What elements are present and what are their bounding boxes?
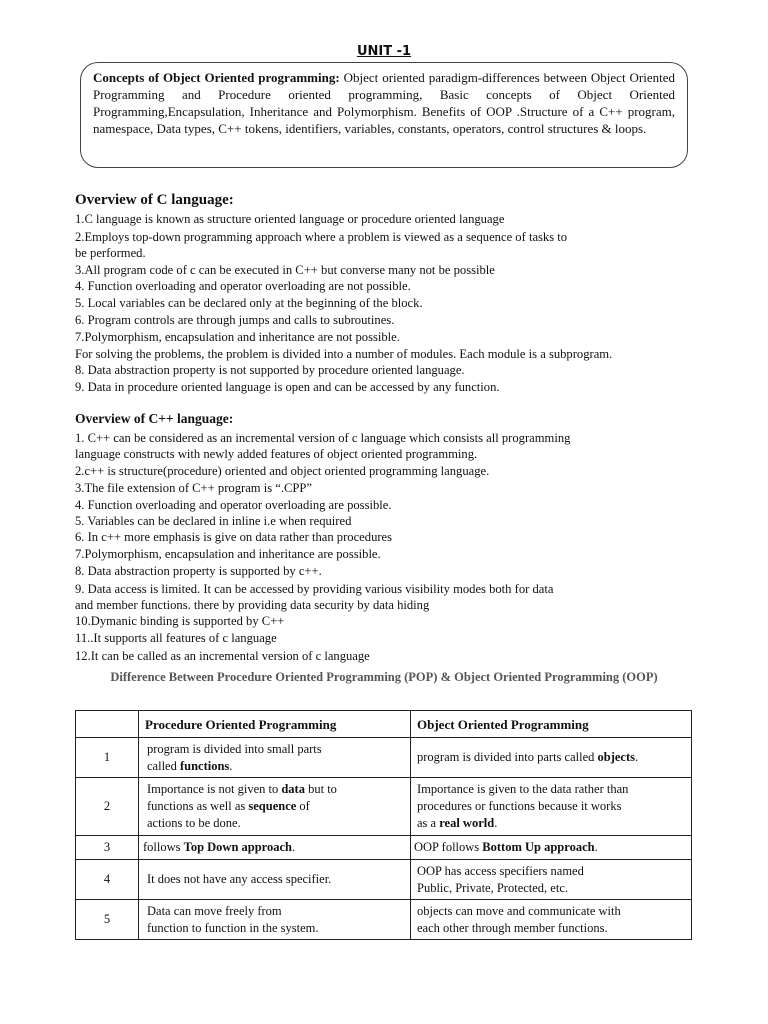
cell-emphasis: sequence [248, 799, 297, 813]
oop-cell [411, 778, 692, 836]
syllabus-box [80, 62, 688, 168]
cell-text: program is divided into parts called [417, 750, 598, 764]
cell-emphasis: real world [439, 816, 495, 830]
difference-title: Difference Between Procedure Oriented Programming (POP) & Object Oriented Programming (OOP) [110, 670, 658, 684]
cpp-line: 7.Polymorphism, encapsulation and inheritance are possible. [75, 547, 381, 561]
cpp-line: 10.Dymanic binding is supported by C++ [75, 614, 285, 628]
cpp-line: 5. Variables can be declared in inline i.e when required [75, 514, 352, 528]
oop-cell [411, 860, 692, 900]
cell-text: OOP follows [414, 840, 483, 854]
unit-title: UNIT -1 [356, 44, 412, 59]
row-number: 1 [76, 738, 139, 778]
syllabus-heading: Concepts of Object Oriented programming: [93, 70, 340, 85]
cpp-line: 8. Data abstraction property is supported by c++. [75, 564, 322, 578]
cell-text: procedures or functions because it works [417, 799, 622, 813]
cell-text: objects can move and communicate with [417, 903, 621, 918]
c-overview-title: Overview of C language: [75, 192, 234, 208]
c-line: be performed. [75, 246, 146, 260]
row-number: 2 [76, 778, 139, 836]
c-line: 6. Program controls are through jumps and calls to subroutines. [75, 313, 395, 327]
syllabus-body: Object oriented paradigm-differences between Object Oriented Programming and Procedure oriented programming, Basic concepts of Object Oriented Programming,Encapsulation, Inheritance and Polymorphism. Benefits of OOP .Structure of a C++ program, namespace, Data types, C++ tokens, identifiers, variables, constants, operators, control structures & loops. [93, 70, 675, 136]
table-row [76, 778, 692, 836]
cell-text: Data can move freely from [147, 903, 282, 918]
cpp-line: language constructs with newly added features of object oriented programming. [75, 447, 478, 461]
cell-emphasis: objects [597, 750, 636, 764]
header-oop: Object Oriented Programming [411, 711, 692, 738]
cell-text: program is divided into small parts [147, 741, 322, 756]
c-line: 2.Employs top-down programming approach where a problem is viewed as a sequence of tasks to [75, 230, 568, 244]
header-pop: Procedure Oriented Programming [139, 711, 411, 738]
cpp-line: 9. Data access is limited. It can be accessed by providing various visibility modes both for data [75, 582, 554, 596]
cpp-line: 12.It can be called as an incremental version of c language [75, 649, 370, 663]
table-row [76, 738, 692, 778]
oop-cell [411, 900, 692, 940]
cell-emphasis: data [281, 782, 305, 796]
cell-text: Public, Private, Protected, etc. [417, 880, 569, 895]
pop-cell [139, 778, 411, 836]
table-header-row [76, 711, 692, 738]
pop-cell [139, 836, 411, 860]
cell-text: . [594, 840, 598, 854]
c-line: 5. Local variables can be declared only at the beginning of the block. [75, 296, 423, 310]
cell-text: as a [417, 816, 440, 830]
oop-cell [411, 738, 692, 778]
c-line: 7.Polymorphism, encapsulation and inheritance are not possible. [75, 330, 400, 344]
cell-text: functions as well as [147, 799, 249, 813]
cell-text: function to function in the system. [147, 920, 319, 935]
cell-text: Importance is given to the data rather than [417, 782, 629, 796]
cpp-line: 6. In c++ more emphasis is give on data rather than procedures [75, 530, 393, 544]
table-row [76, 900, 692, 940]
cell-text: actions to be done. [147, 816, 241, 830]
pop-cell [139, 738, 411, 778]
cell-text: Importance is not given to [147, 782, 282, 796]
table-row [76, 836, 692, 860]
cell-emphasis: Bottom Up approach [482, 840, 595, 854]
c-line: 4. Function overloading and operator overloading are not possible. [75, 279, 411, 293]
cell-text: of [296, 799, 310, 813]
table-row [76, 860, 692, 900]
cell-text: but to [304, 782, 337, 796]
row-number: 5 [76, 900, 139, 940]
cpp-line: and member functions. there by providing data security by data hiding [75, 598, 430, 612]
cell-text: It does not have any access specifier. [147, 872, 332, 886]
cpp-line: 2.c++ is structure(procedure) oriented and object oriented programming language. [75, 464, 490, 478]
cpp-line: 11..It supports all features of c language [75, 631, 277, 645]
row-number: 4 [76, 860, 139, 900]
c-line: 9. Data in procedure oriented language is open and can be accessed by any function. [75, 380, 500, 394]
cell-text: follows [143, 840, 184, 854]
cell-text: OOP has access specifiers named [417, 863, 584, 878]
pop-cell [139, 860, 411, 900]
cpp-line: 3.The file extension of C++ program is “.CPP” [75, 481, 313, 495]
cell-text: . [229, 758, 233, 773]
cell-emphasis: functions [179, 758, 230, 773]
cell-text: called [147, 758, 180, 773]
c-line: 8. Data abstraction property is not supported by procedure oriented language. [75, 363, 465, 377]
c-line: 1.C language is known as structure oriented language or procedure oriented language [75, 212, 505, 226]
cell-emphasis: Top Down approach [183, 840, 292, 854]
cell-text: . [292, 840, 296, 854]
cpp-overview-title: Overview of C++ language: [75, 411, 234, 426]
header-num [76, 711, 139, 738]
c-line: 3.All program code of c can be executed in C++ but converse many not be possible [75, 263, 495, 277]
cell-text: each other through member functions. [417, 920, 608, 935]
cpp-line: 1. C++ can be considered as an incremental version of c language which consists all programming [75, 431, 571, 445]
comparison-table [75, 710, 692, 940]
cell-text: . [494, 816, 498, 830]
pop-cell [139, 900, 411, 940]
cpp-line: 4. Function overloading and operator overloading are possible. [75, 498, 392, 512]
cell-text: . [635, 750, 639, 764]
oop-cell [411, 836, 692, 860]
row-number: 3 [76, 836, 139, 860]
c-line: For solving the problems, the problem is divided into a number of modules. Each module is a subprogram. [75, 347, 613, 361]
